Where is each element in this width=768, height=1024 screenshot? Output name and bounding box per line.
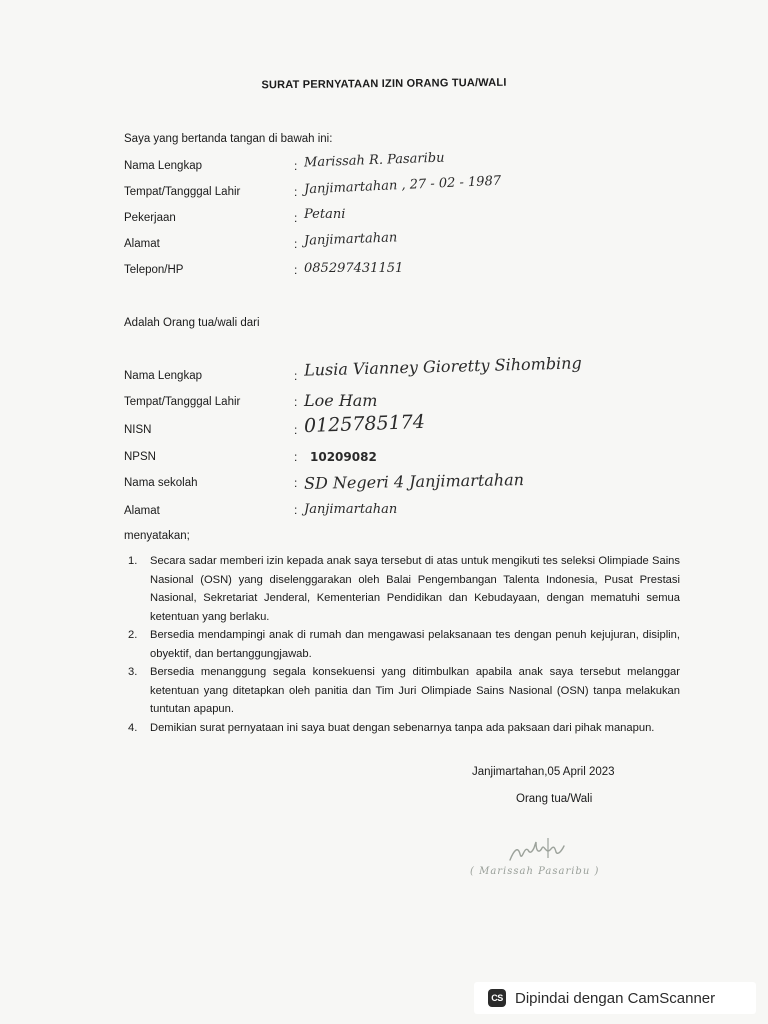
statement-list <box>120 552 680 737</box>
list-number: 3. <box>128 666 138 678</box>
colon: : <box>294 369 298 383</box>
list-number: 2. <box>128 629 138 641</box>
colon: : <box>294 211 298 225</box>
list-text: Demikian surat pernyataan ini saya buat dengan sebenarnya tanpa ada paksaan dari pihak manapun. <box>150 721 655 734</box>
list-text: Bersedia mendampingi anak di rumah dan mengawasi pelaksanaan tes dengan penuh kejujuran, disiplin, obyektif, dan bertanggungjawab. <box>150 629 680 660</box>
parent-name-value: Marissah R. Pasaribu <box>303 150 445 171</box>
signer-name: ( Marissah Pasaribu ) <box>470 866 600 877</box>
list-item <box>120 719 680 738</box>
student-school-value: SD Negeri 4 Janjimartahan <box>303 470 525 493</box>
parent-birth-value: Janjimartahan , 27 - 02 - 1987 <box>303 173 502 198</box>
list-text: Secara sadar memberi izin kepada anak saya tersebut di atas untuk mengikuti tes seleksi Olimpiade Sains Nasional (OSN) yang diselenggarakan oleh Balai Pengembangan Talenta Indonesia, Pusat Prestasi Nasional, Sekretariat Jenderal, Kementerian Pendidikan dan Kebudayaan, dengan mematuhi semua ketentuan yang berlaku. <box>150 555 680 623</box>
student-nisn-label: NISN <box>124 424 152 436</box>
colon: : <box>294 185 298 199</box>
colon: : <box>294 237 298 251</box>
parent-job-label: Pekerjaan <box>124 212 176 224</box>
colon: : <box>294 503 298 517</box>
declare-text: menyatakan; <box>124 530 190 542</box>
colon: : <box>294 159 298 173</box>
list-number: 1. <box>128 555 138 567</box>
student-school-label: Nama sekolah <box>124 477 198 489</box>
list-item <box>120 626 680 663</box>
colon: : <box>294 476 298 490</box>
list-item <box>120 663 680 719</box>
parent-phone-label: Telepon/HP <box>124 264 184 276</box>
parent-phone-value: 085297431151 <box>304 261 404 276</box>
student-birth-value: Loe Ham <box>304 391 378 410</box>
signer-role: Orang tua/Wali <box>516 793 593 805</box>
student-nisn-value: 0125785174 <box>303 410 426 438</box>
document-title: SURAT PERNYATAAN IZIN ORANG TUA/WALI <box>261 76 507 92</box>
list-item <box>120 552 680 626</box>
parent-birth-label: Tempat/Tangggal Lahir <box>124 186 241 198</box>
student-address-label: Alamat <box>124 505 160 517</box>
intro-text: Saya yang bertanda tangan di bawah ini: <box>124 133 333 145</box>
place-date: Janjimartahan,05 April 2023 <box>472 766 615 778</box>
student-npsn-label: NPSN <box>124 451 156 463</box>
parent-address-label: Alamat <box>124 238 160 250</box>
colon: : <box>294 423 298 437</box>
relation-text: Adalah Orang tua/wali dari <box>124 317 260 329</box>
parent-address-value: Janjimartahan <box>303 230 398 249</box>
list-text: Bersedia menanggung segala konsekuensi yang ditimbulkan apabila anak saya tersebut melanggar ketentuan yang ditetapkan oleh panitia dan Tim Juri Olimpiade Sains Nasional (OSN) tanpa melakukan tuntutan apapun. <box>150 666 680 715</box>
camscanner-watermark <box>474 982 756 1014</box>
colon: : <box>294 450 298 464</box>
student-address-value: Janjimartahan <box>304 502 398 517</box>
student-npsn-value: 10209082 <box>310 450 377 464</box>
student-birth-label: Tempat/Tangggal Lahir <box>124 396 241 408</box>
parent-name-label: Nama Lengkap <box>124 160 202 172</box>
watermark-text: Dipindai dengan CamScanner <box>515 989 716 1007</box>
camscanner-logo-icon: CS <box>488 989 506 1007</box>
student-name-label: Nama Lengkap <box>124 370 202 382</box>
list-number: 4. <box>128 721 138 734</box>
colon: : <box>294 263 298 277</box>
parent-job-value: Petani <box>304 207 346 222</box>
student-name-value: Lusia Vianney Gioretty Sihombing <box>303 353 582 380</box>
colon: : <box>294 395 298 409</box>
